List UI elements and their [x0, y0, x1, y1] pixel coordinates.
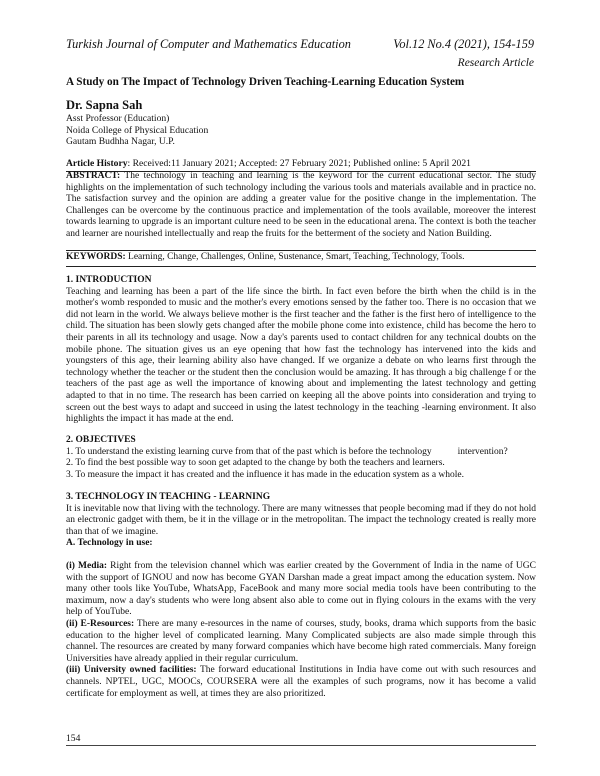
subsection-heading: A. Technology in use:	[66, 538, 153, 549]
objectives-section	[66, 435, 536, 481]
affiliation-line: Asst Professor (Education)	[66, 113, 170, 124]
section-heading: 1. INTRODUCTION	[66, 275, 152, 285]
introduction-section	[66, 275, 536, 426]
divider	[66, 266, 536, 267]
abstract-text: The technology in teaching and learning is the keyword for the current educational sector. The study highlights on the implementation of such technology including the various tools and materials available and in practice no. The satisfaction survey and the opinion are adding a greater value for the positive change in the implementation. The Challenges can be overcome by the continuous practice and implementation of the tools available, moreover the interest towards learning to upgrade is an important culture need to be seen in the educational arena. The context is both the teacher and learner are nourished intellectually and reap the fruits for the betterment of the society and Nation Building.	[66, 171, 536, 239]
technology-text: It is inevitable now that living with the technology. There are many witnesses that people becoming mad if they do not hold an electronic gadget with them, be it in the village or in the metropolitan. The impact the technology created is really more than that of we imagine.	[66, 503, 536, 537]
journal-name: Turkish Journal of Computer and Mathematics Education	[66, 37, 351, 51]
author-affiliation	[66, 113, 208, 148]
section-heading: 3. TECHNOLOGY IN TEACHING - LEARNING	[66, 492, 271, 502]
objective-item-tail: intervention?	[457, 446, 508, 457]
author-name: Dr. Sapna Sah	[66, 98, 143, 112]
eresources-label: (ii) E-Resources:	[66, 618, 135, 629]
article-history	[66, 158, 471, 169]
keywords-text: Learning, Change, Challenges, Online, Sustenance, Smart, Teaching, Technology, Tools.	[125, 252, 465, 262]
media-paragraph: (i) Media: Right from the television channel which was earlier created by the Government of India in the name of UGC with the support of IGNOU and now has become GYAN Darshan made a great impact among the education system. Now many other tools like YouTube, WhatsApp, FaceBook and many more social media tools have been contributing to the maximum, now a day's students who were long absent also able to come out in flying colours in the exams with the very help of YouTube.	[66, 560, 536, 618]
eresources-paragraph: (ii) E-Resources: There are many e-resources in the name of courses, study, books, drama which supports from the basic education to the higher level of complicated learning. Many Complicated subjects are also made simple through this channel. The resources are created by many forward companies which have become high rated commercials. Many foreign Universities have already applied in their regular curriculum.	[66, 618, 537, 664]
university-paragraph: (iii) University owned facilities: The forward educational Institutions in India have come out with such resources and channels. NPTEL, UGC, MOOCs, COURSERA were all the examples of such programs, now it has become a valid certificate for employment as well, at times they are also prioritized.	[66, 665, 536, 699]
divider	[66, 250, 536, 251]
page-number: 154	[66, 733, 81, 744]
affiliation-line: Noida College of Physical Education	[66, 124, 209, 136]
paper-title: A Study on The Impact of Technology Driven Teaching-Learning Education System	[66, 76, 465, 88]
history-label: Article History	[66, 158, 128, 169]
abstract	[66, 171, 536, 241]
affiliation-line: Gautam Budhha Nagar, U.P.	[66, 136, 175, 148]
objective-item: 3. To measure the impact it has created and the influence it has made in the education system as a whole.	[66, 469, 465, 480]
article-type: Research Article	[457, 57, 534, 69]
university-label: (iii) University owned facilities:	[66, 665, 197, 676]
keywords-label: KEYWORDS:	[66, 252, 126, 262]
objective-item: 2. To find the best possible way to soon get adapted to the change by both the teachers and learners.	[66, 458, 445, 469]
technology-section	[66, 492, 536, 700]
volume-info: Vol.12 No.4 (2021), 154-159	[393, 37, 534, 51]
footer-divider	[66, 745, 536, 746]
section-heading: 2. OBJECTIVES	[66, 435, 136, 445]
abstract-label: ABSTRACT:	[66, 171, 121, 181]
objective-item: 1. To understand the existing learning curve from that of the past which is before the technology	[66, 446, 432, 457]
history-text: : Received:11 January 2021; Accepted: 27 February 2021; Published online: 5 April 2021	[127, 158, 471, 169]
introduction-text: Teaching and learning has been a part of the life since the birth. In fact even before the birth when the child is in the mother's womb responded to music and the mother's every emotions sensed by the father too. There is no occasion that we did not learn in the world. We always believe mother is the first teacher and the father is the first hero of intelligence to the child. The situation has been slowly gets changed after the mobile phone come into existence, child has become the hero to their parents in all its technology and usage. Now a day's parents used to contact children for any technical doubts on the mobile phone. The situation gives us an eye opening that how fast the technology has intervened into the kids and youngsters of this age, their learning ability also have changed. If we organize a debate on who learns first through the technology whether the teacher or the student then the conclusion would be amazing. It has through a big challenge f or the teachers of the past age as well the importance of knowing about and implementing the latest technology and getting adapted to that in no time. The research has been carried on keeping all the above points into consideration and trying to screen out the best ways to adapt and succeed in using the latest technology in the teaching -learning environment. It also highlights the impact it has made at the end.	[66, 286, 536, 425]
media-label: (i) Media:	[66, 560, 108, 571]
keywords	[66, 252, 536, 264]
